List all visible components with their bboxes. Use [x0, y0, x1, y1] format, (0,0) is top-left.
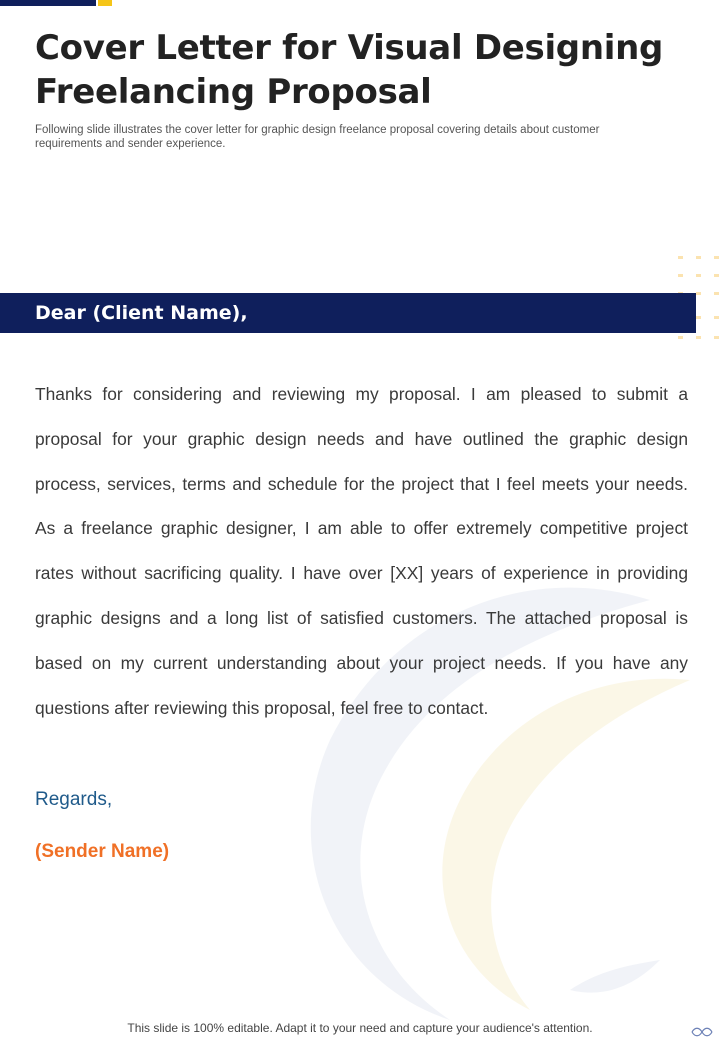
top-accent-bar-yellow [98, 0, 112, 6]
letter-closing: Regards, [35, 789, 113, 810]
page-title: Cover Letter for Visual Designing Freelancing Proposal [35, 28, 664, 112]
footer-note: This slide is 100% editable. Adapt it to your need and capture your audience's attention. [127, 1021, 593, 1035]
sender-name: (Sender Name) [35, 841, 170, 862]
page-subtitle: Following slide illustrates the cover letter for graphic design freelance proposal covering details about customer requirements and sender experience. [35, 124, 600, 150]
letter-body: Thanks for considering and reviewing my proposal. I am pleased to submit a proposal for your graphic design needs and have outlined the graphic design process, services, terms and schedule for the project that I feel meets your needs. As a freelance graphic designer, I am able to offer extremely competitive project rates without sacrificing quality. I have over [XX] years of experience in providing graphic designs and a long list of satisfied customers. The attached proposal is based on my current understanding about your project needs. If you have any questions after reviewing this proposal, feel free to contact. [35, 384, 688, 718]
brand-logo-icon [690, 1026, 714, 1038]
salutation: Dear (Client Name), [35, 302, 248, 324]
top-accent-bar-navy [0, 0, 96, 6]
